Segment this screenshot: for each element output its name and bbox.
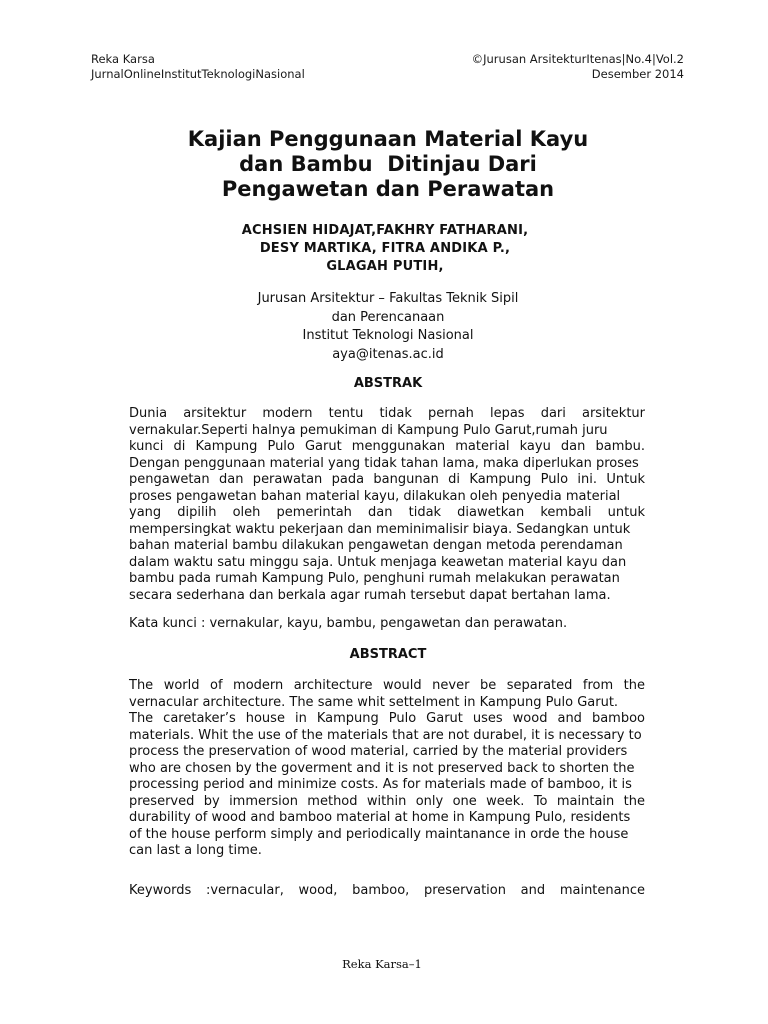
abstrak-body <box>129 406 645 604</box>
authors-line-3: GLAGAH PUTIH, <box>326 259 444 274</box>
title-line-1: Kajian Penggunaan Material Kayu <box>187 127 589 151</box>
abstrak-line: bahan material bambu dilakukan pengawetan dengan metoda perendaman <box>129 538 623 553</box>
abstrak-line: mempersingkat waktu pekerjaan dan meminimalisir biaya. Sedangkan untuk <box>129 521 631 537</box>
journal-name: Reka Karsa <box>91 52 155 66</box>
abstrak-heading: ABSTRAK <box>353 376 423 391</box>
paper-title <box>0 127 768 202</box>
author-email: aya@itenas.ac.id <box>332 346 444 362</box>
journal-publisher: JurnalOnlineInstitutTeknologiNasional <box>91 67 305 81</box>
abstract-heading: ABSTRACT <box>349 647 427 662</box>
running-header-right <box>472 52 684 82</box>
abstrak-line: yang dipilih oleh pemerintah dan tidak diawetkan kembali untuk <box>129 505 645 520</box>
keywords: Keywords :vernacular, wood, bamboo, preservation and maintenance <box>129 883 645 898</box>
abstrak-line: bambu pada rumah Kampung Pulo, penghuni rumah melakukan perawatan <box>129 571 620 586</box>
authors-line-1: ACHSIEN HIDAJAT,FAKHRY FATHARANI, <box>241 223 529 238</box>
abstract-line: process the preservation of wood material, carried by the material providers <box>129 744 628 759</box>
journal-date: Desember 2014 <box>591 67 684 81</box>
page-footer: Reka Karsa–1 <box>342 957 422 971</box>
title-line-3: Pengawetan dan Perawatan <box>221 177 555 201</box>
abstract-line: The caretaker’s house in Kampung Pulo Garut uses wood and bamboo <box>129 711 645 726</box>
affiliation-line-1: Jurusan Arsitektur – Fakultas Teknik Sipil <box>257 291 519 306</box>
abstrak-line: dalam waktu satu minggu saja. Untuk menjaga keawetan material kayu dan <box>129 554 627 570</box>
abstract-line: processing period and minimize costs. As for materials made of bamboo, it is <box>129 777 632 792</box>
abstract-line: can last a long time. <box>129 843 262 858</box>
abstract-line: materials. Whit the use of the materials that are not durabel, it is necessary to <box>129 727 642 743</box>
affiliation-block <box>0 290 768 364</box>
affiliation-line-2: dan Perencanaan <box>331 309 445 325</box>
abstract-line: preserved by immersion method within only one week. To maintain the <box>129 793 645 809</box>
affiliation-line-3: Institut Teknologi Nasional <box>302 328 474 343</box>
kata-kunci: Kata kunci : vernakular, kayu, bambu, pengawetan dan perawatan. <box>129 616 568 631</box>
abstrak-line: Dengan penggunaan material yang tidak tahan lama, maka diperlukan proses <box>129 455 639 471</box>
abstrak-line: pengawetan dan perawatan pada bangunan di Kampung Pulo ini. Untuk <box>129 472 645 487</box>
journal-issue: ©Jurusan ArsitekturItenas|No.4|Vol.2 <box>471 52 684 66</box>
abstract-body <box>129 678 645 860</box>
abstrak-line: proses pengawetan bahan material kayu, dilakukan oleh penyedia material <box>129 488 621 504</box>
abstract-line: durability of wood and bamboo material at home in Kampung Pulo, residents <box>129 810 631 825</box>
authors-line-2: DESY MARTIKA, FITRA ANDIKA P., <box>259 241 511 256</box>
abstract-line: The world of modern architecture would never be separated from the <box>129 678 645 693</box>
abstrak-line: secara sederhana dan berkala agar rumah tersebut dapat bertahan lama. <box>129 587 611 603</box>
abstrak-line: vernakular.Seperti halnya pemukiman di Kampung Pulo Garut,rumah juru <box>129 422 608 438</box>
abstract-line: of the house perform simply and periodically maintanance in orde the house <box>129 826 629 842</box>
abstract-line: who are chosen by the goverment and it is not preserved back to shorten the <box>129 760 635 776</box>
abstract-line: vernacular architecture. The same whit settelment in Kampung Pulo Garut. <box>129 694 619 710</box>
author-list <box>0 222 768 276</box>
abstrak-line: Dunia arsitektur modern tentu tidak pernah lepas dari arsitektur <box>129 406 645 421</box>
running-header-left <box>91 52 305 82</box>
abstrak-line: kunci di Kampung Pulo Garut menggunakan material kayu dan bambu. <box>129 439 645 454</box>
title-line-2: dan Bambu Ditinjau Dari <box>239 152 537 176</box>
